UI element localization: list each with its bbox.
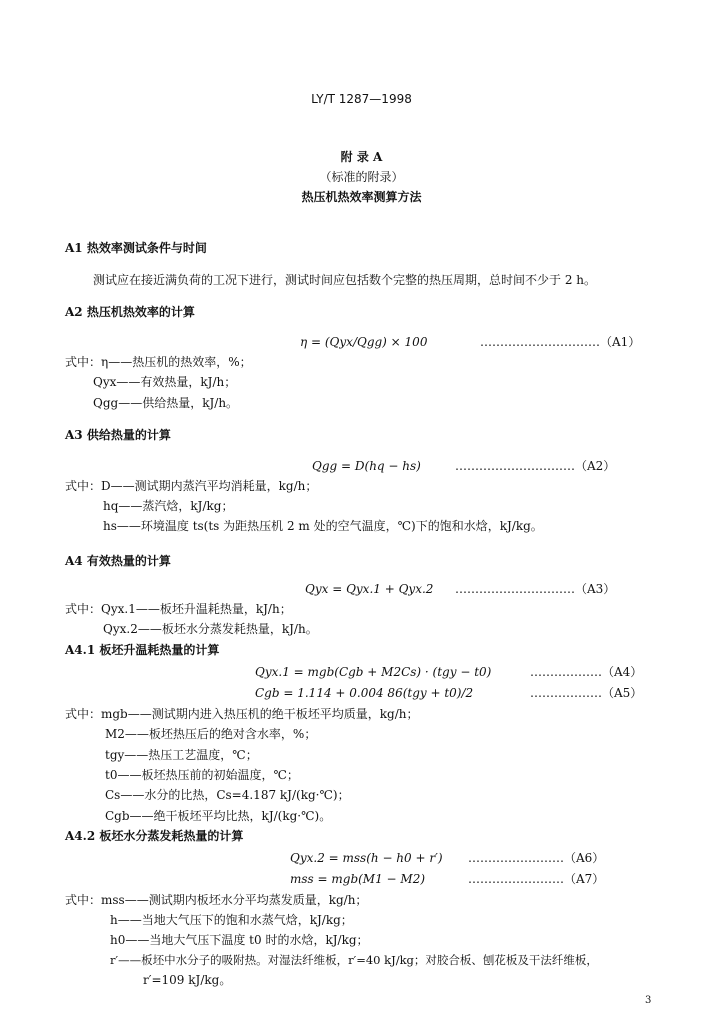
formula-tag-a4: ………………（A4） — [530, 665, 643, 679]
formula-tag-a2: …………………………（A2） — [455, 459, 616, 473]
a4-def-1: 式中：Qyx.1——板坯升温耗热量，kJ/h； — [65, 602, 292, 616]
a41-def-4: t0——板坯热压前的初始温度，℃； — [105, 768, 299, 782]
appendix-heading: 热压机热效率测算方法 — [301, 190, 422, 204]
a3-def-2: hq——蒸汽焓，kJ/kg； — [103, 499, 234, 513]
a4-def-2: Qyx.2——板坯水分蒸发耗热量，kJ/h。 — [103, 622, 318, 636]
section-a1-text: 测试应在接近满负荷的工况下进行，测试时间应包括数个完整的热压周期，总时间不少于 2 h。 — [93, 273, 596, 287]
a2-def-1: 式中：η——热压机的热效率，%； — [65, 355, 252, 369]
formula-a3: Qyx = Qyx.1 + Qyx.2 — [305, 582, 434, 596]
a42-def-3: h0——当地大气压下温度 t0 时的水焓，kJ/kg； — [110, 933, 369, 947]
section-a1-heading: A1 热效率测试条件与时间 — [65, 241, 207, 255]
formula-tag-a5: ………………（A5） — [530, 686, 643, 700]
appendix-subtitle: （标准的附录） — [319, 170, 404, 184]
a42-def-1: 式中：mss——测试期内板坯水分平均蒸发质量，kg/h； — [65, 893, 368, 907]
a41-def-5: Cs——水分的比热，Cs=4.187 kJ/(kg·℃)； — [105, 788, 350, 802]
a42-def-2: h——当地大气压下的饱和水蒸气焓，kJ/kg； — [110, 913, 353, 927]
a41-def-3: tgy——热压工艺温度，℃； — [105, 748, 258, 762]
a41-def-6: Cgb——绝干板坯平均比热，kJ/(kg·℃)。 — [105, 809, 332, 823]
header-standard-number: LY/T 1287—1998 — [311, 92, 412, 106]
a42-def-5: r′=109 kJ/kg。 — [143, 973, 232, 987]
formula-a6: Qyx.2 = mss(h − h0 + r′) — [290, 851, 443, 865]
a3-def-3: hs——环境温度 ts(ts 为距热压机 2 m 处的空气温度，℃)下的饱和水焓，kJ/kg。 — [103, 519, 543, 533]
formula-a4: Qyx.1 = mgb(Cgb + M2Cs) · (tgy − t0) — [255, 665, 492, 679]
formula-tag-a6: ……………………（A6） — [468, 851, 605, 865]
formula-tag-a1: …………………………（A1） — [480, 335, 641, 349]
page-number: 3 — [645, 995, 652, 1006]
section-a41-heading: A4.1 板坯升温耗热量的计算 — [65, 643, 220, 657]
formula-tag-a7: ……………………（A7） — [468, 872, 605, 886]
a2-def-2: Qyx——有效热量，kJ/h； — [93, 375, 237, 389]
formula-a7: mss = mgb(M1 − M2) — [290, 872, 426, 886]
appendix-title: 附 录 A — [340, 150, 383, 164]
a41-def-1: 式中：mgb——测试期内进入热压机的绝干板坯平均质量，kg/h； — [65, 707, 419, 721]
section-a3-heading: A3 供给热量的计算 — [65, 428, 171, 442]
formula-tag-a3: …………………………（A3） — [455, 582, 616, 596]
section-a2-heading: A2 热压机热效率的计算 — [65, 305, 195, 319]
a42-def-4: r′——板坯中水分子的吸附热。对湿法纤维板，r′=40 kJ/kg；对胶合板、刨花板及干法纤维板， — [110, 953, 598, 967]
section-a4-heading: A4 有效热量的计算 — [65, 554, 171, 568]
formula-a5: Cgb = 1.114 + 0.004 86(tgy + t0)/2 — [255, 686, 474, 700]
a41-def-2: M2——板坯热压后的绝对含水率，%； — [105, 727, 317, 741]
section-a42-heading: A4.2 板坯水分蒸发耗热量的计算 — [65, 829, 244, 843]
formula-a2: Qgg = D(hq − hs) — [312, 459, 421, 473]
a2-def-3: Qgg——供给热量，kJ/h。 — [93, 396, 239, 410]
a3-def-1: 式中：D——测试期内蒸汽平均消耗量，kg/h； — [65, 479, 318, 493]
formula-a1: η = (Qyx/Qgg) × 100 — [300, 335, 428, 349]
